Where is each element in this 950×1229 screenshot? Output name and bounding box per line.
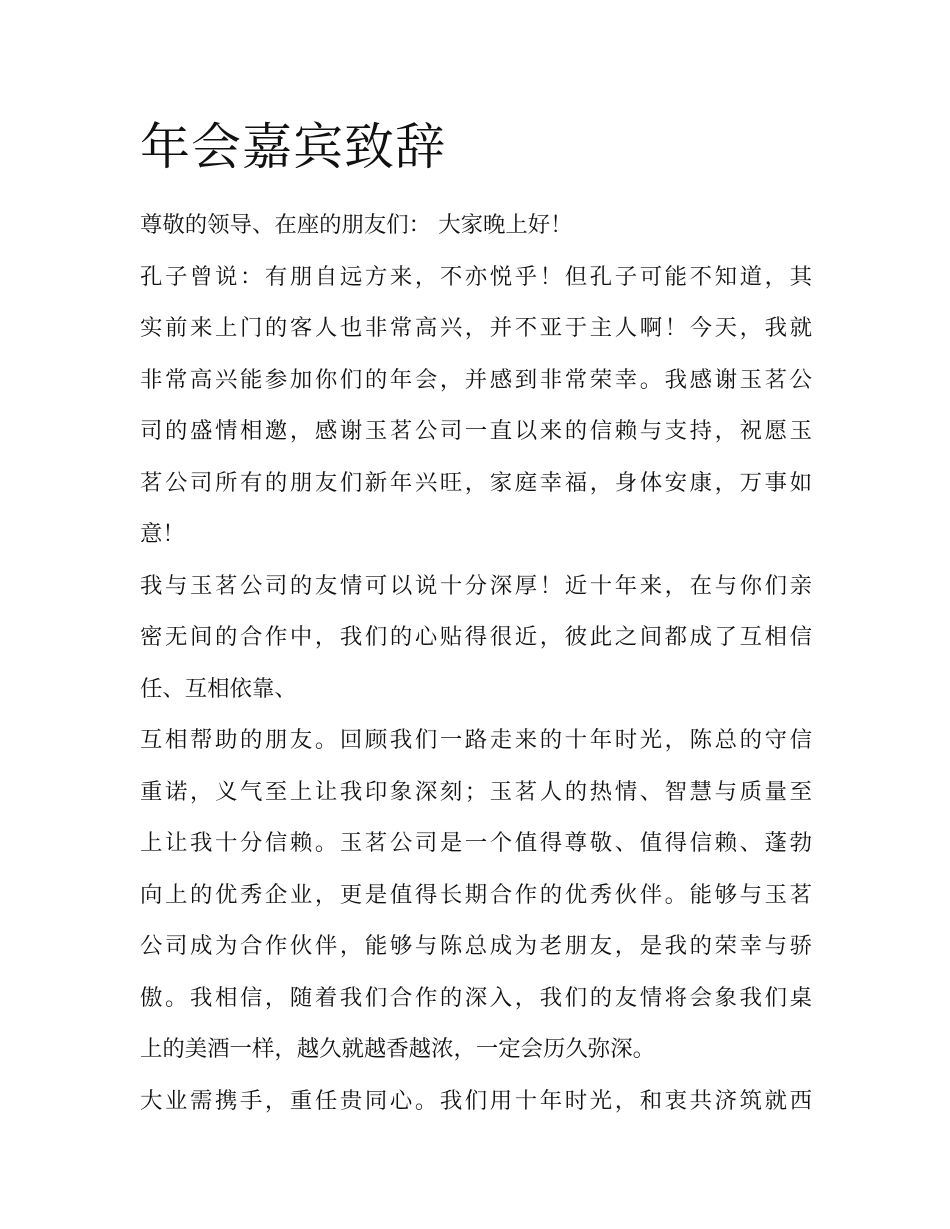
text-line: 意！ — [140, 521, 185, 547]
text-line: 尊敬的领导、在座的朋友们： 大家晚上好！ — [140, 212, 573, 238]
text-line: 傲。我相信，随着我们合作的深入，我们的友情将会象我们桌 — [140, 984, 812, 1011]
text-line: 互相帮助的朋友。回顾我们一路走来的十年时光，陈总的守信 — [140, 727, 812, 753]
text-line: 非常高兴能参加你们的年会，并感到非常荣幸。我感谢玉茗公 — [140, 366, 812, 393]
text-line: 茗公司所有的朋友们新年兴旺，家庭幸福，身体安康，万事如 — [140, 469, 812, 496]
text-line: 我与玉茗公司的友情可以说十分深厚！近十年来，在与你们亲 — [140, 572, 812, 599]
text-line: 实前来上门的客人也非常高兴，并不亚于主人啊！今天，我就 — [140, 315, 812, 341]
text-line: 上让我十分信赖。玉茗公司是一个值得尊敬、值得信赖、蓬勃 — [140, 830, 812, 856]
text-line: 密无间的合作中，我们的心贴得很近，彼此之间都成了互相信 — [140, 624, 812, 650]
document-title: 年会嘉宾致辞 — [140, 118, 446, 176]
text-line: 司的盛情相邀，感谢玉茗公司一直以来的信赖与支持，祝愿玉 — [140, 418, 812, 444]
text-line: 向上的优秀企业，更是值得长期合作的优秀伙伴。能够与玉茗 — [140, 881, 812, 908]
text-line: 上的美酒一样，越久就越香越浓，一定会历久弥深。 — [140, 1036, 655, 1062]
text-line: 孔子曾说：有朋自远方来，不亦悦乎！但孔子可能不知道，其 — [140, 263, 812, 290]
text-line: 公司成为合作伙伴，能够与陈总成为老朋友，是我的荣幸与骄 — [140, 933, 812, 959]
text-line: 重诺，义气至上让我印象深刻；玉茗人的热情、智慧与质量至 — [140, 778, 812, 805]
text-line: 大业需携手，重任贵同心。我们用十年时光，和衷共济筑就西 — [140, 1087, 812, 1114]
document-body — [140, 200, 812, 1127]
text-line: 任、互相依靠、 — [140, 675, 297, 702]
